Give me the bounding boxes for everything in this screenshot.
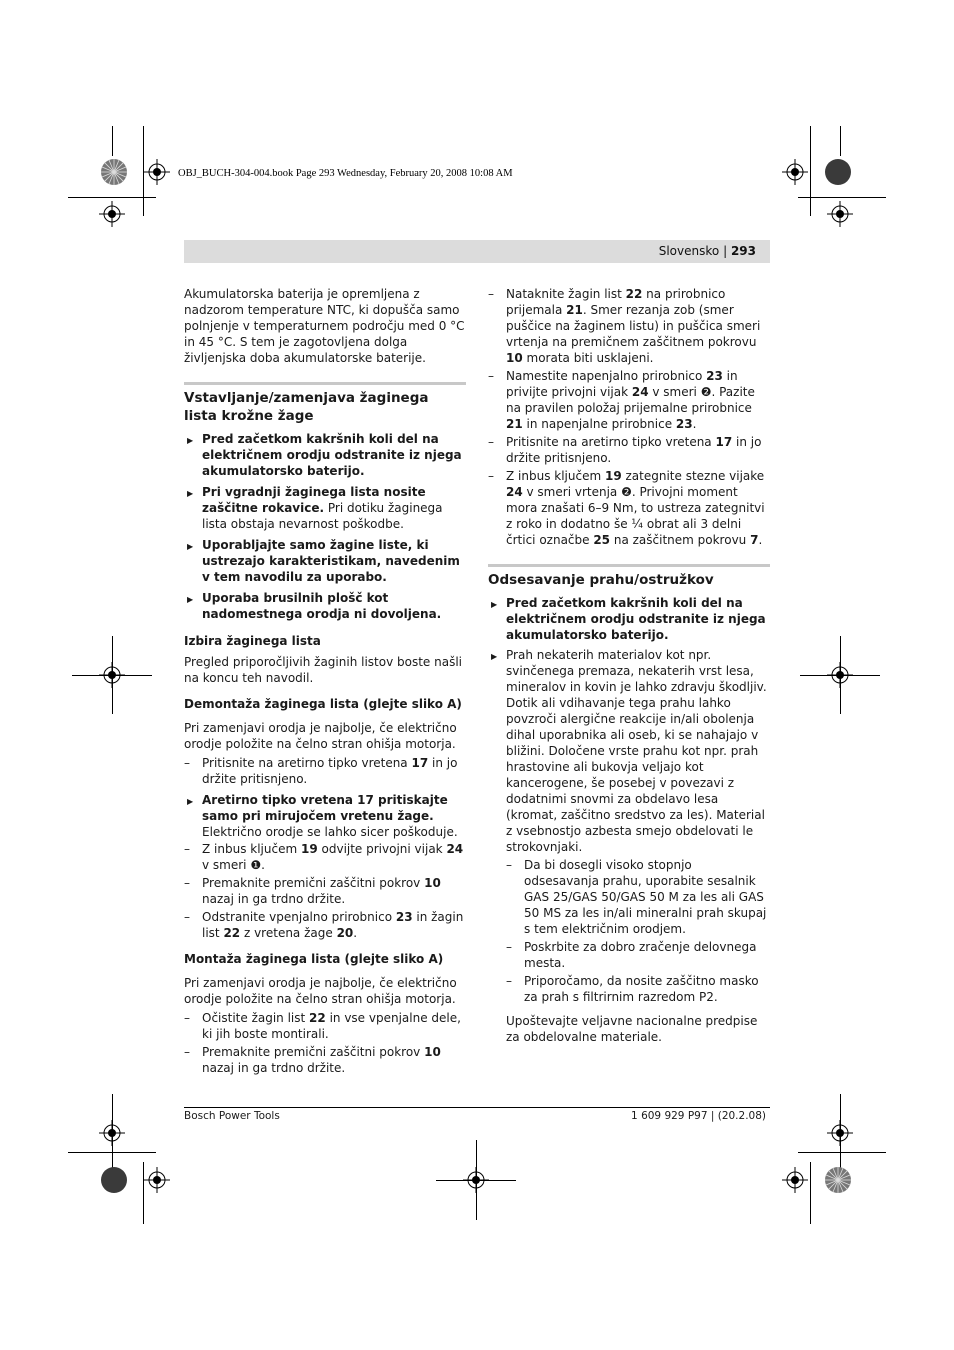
step-item: – Premaknite premični zaščitni pokrov 10 nazaj in ga trdno držite. <box>184 875 466 907</box>
warning-bullet: ▶ Prah nekaterih materialov kot npr. svinčenega premaza, nekaterih vrst lesa, mineralov in kovin je lahko zdravju škodljiv. Dotik ali vdihavanje tega prahu lahko povzroči alergične reakcije in/ali obolenja dihal uporabnika ali oseb, ki se nahajajo v bližini. Določene vrste prahu kot npr. prah hrastovine ali bukovja veljajo kot kancerogene, še posebej v povezavi z dodatnimi snovmi za obdelavo lesa (kromat, zaščitno sredstvo za les). Material z vsebnostjo azbesta smejo obdelovati le strokovnjaki. <box>488 647 770 855</box>
page-header <box>184 240 770 263</box>
warning-bullet <box>184 484 466 532</box>
registration-target-icon <box>782 159 808 185</box>
registration-target-icon <box>827 201 853 227</box>
warning-bullet: ▶ Uporaba brusilnih plošč kot nadomestnega orodja ni dovoljena. <box>184 590 466 622</box>
subheading: Demontaža žaginega lista (glejte sliko A) <box>184 697 462 711</box>
warning-bullet: ▶ Uporabljajte samo žagine liste, ki ustrezajo karakteristikam, navedenim v tem navodilu za uporabo. <box>184 537 466 585</box>
section-heading-saw-blade: Vstavljanje/zamenjava žaginega lista krožne žage <box>184 382 466 425</box>
step-item: – Premaknite premični zaščitni pokrov 10 nazaj in ga trdno držite. <box>184 1044 466 1076</box>
color-calibration-disc-icon <box>824 158 852 186</box>
step-item: – Namestite napenjalno prirobnico 23 in privijte privojni vijak 24 v smeri ❷. Pazite na pravilen položaj prijemalne prirobnice 21 in napenjalne prirobnice 23. <box>488 368 770 432</box>
left-column <box>184 286 466 1076</box>
footer-doc-number: 1 609 929 P97 | (20.2.08) <box>631 1110 766 1122</box>
crop-line <box>112 126 113 156</box>
intro-paragraph: Akumulatorska baterija je opremljena z nadzorom temperature NTC, ki dopušča samo polnjenje v temperaturnem področju med 0 °C in 45 °C. S tem je zagotovljena dolga življenjska doba akumulatorske baterije. <box>184 287 465 365</box>
subheading: Montaža žaginega lista (glejte sliko A) <box>184 952 444 966</box>
crop-line <box>798 197 886 198</box>
footer-brand: Bosch Power Tools <box>184 1110 280 1122</box>
warning-bold-text: Pri vgradnji žaginega lista nosite zaščitne rokavice. <box>202 485 426 515</box>
right-column <box>488 286 770 1045</box>
step-item: – Nataknite žagin list 22 na prirobnico prijemala 21. Smer rezanja zob (smer puščice na žaginem listu) in puščica smeri vrtenja na premičnem zaščitnem pokrovu 10 morata biti usklajeni. <box>488 286 770 366</box>
page-number: 293 <box>730 244 756 258</box>
color-calibration-disc-icon <box>100 1166 128 1194</box>
warning-bullet: ▶ Pred začetkom kakršnih koli del na električnem orodju odstranite iz njega akumulatorsko baterijo. <box>488 595 770 643</box>
warning-text: Električno orodje se lahko sicer poškoduje. <box>202 825 458 839</box>
section-heading-dust-extraction: Odsesavanje prahu/ostružkov <box>488 564 770 589</box>
warning-text: Pri dotiku žaginega lista obstaja nevarnost poškodbe. <box>202 501 443 531</box>
crop-line <box>112 1094 113 1172</box>
sub-step-item: – Poskrbite za dobro zračenje delovnega mesta. <box>488 939 770 971</box>
crop-line <box>810 1162 811 1224</box>
paragraph: Pri zamenjavi orodja je najbolje, če električno orodje položite na čelno stran ohišja motorja. <box>184 721 457 751</box>
crop-line <box>68 197 156 198</box>
footer-rule <box>184 1107 770 1108</box>
step-item: – Odstranite vpenjalno prirobnico 23 in žagin list 22 z vretena žage 20. <box>184 909 466 941</box>
registration-target-icon <box>144 159 170 185</box>
warning-bullet: ▶ Pred začetkom kakršnih koli del na električnem orodju odstranite iz njega akumulatorsko baterijo. <box>184 431 466 479</box>
header-separator: | <box>723 244 728 258</box>
subheading: Izbira žaginega lista <box>184 634 321 648</box>
crop-line <box>798 1152 886 1153</box>
crop-line <box>800 675 880 676</box>
step-item: – Z inbus ključem 19 odvijte privojni vijak 24 v smeri ❶. <box>184 841 466 873</box>
warning-bold-text: Aretirno tipko vretena 17 pritiskajte samo pri mirujočem vretenu žage. <box>202 793 448 823</box>
warning-bullet <box>184 792 466 840</box>
crop-line <box>72 675 152 676</box>
step-item: – Očistite žagin list 22 in vse vpenjalne dele, ki jih boste montirali. <box>184 1010 466 1042</box>
paragraph: Pregled priporočljivih žaginih listov boste našli na koncu teh navodil. <box>184 655 462 685</box>
registration-target-icon <box>782 1167 808 1193</box>
sub-step-item: – Da bi dosegli visoko stopnjo odsesavanja prahu, uporabite sesalnik GAS 25/GAS 50/GAS 50 M za les ali GAS 50 MS za les in/ali mineralni prah skupaj s tem električnim orodjem. <box>488 857 770 937</box>
color-calibration-disc-icon <box>824 1166 852 1194</box>
sub-step-item: – Priporočamo, da nosite zaščitno masko za prah s filtrirnim razredom P2. <box>488 973 770 1005</box>
registration-target-icon <box>99 201 125 227</box>
header-language: Slovensko <box>658 244 720 258</box>
paragraph: Pri zamenjavi orodja je najbolje, če električno orodje položite na čelno stran ohišja motorja. <box>184 976 457 1006</box>
registration-target-icon <box>144 1167 170 1193</box>
step-item: – Pritisnite na aretirno tipko vretena 17 in jo držite pritisnjeno. <box>488 434 770 466</box>
print-info-line: OBJ_BUCH-304-004.book Page 293 Wednesday, February 20, 2008 10:08 AM <box>178 168 513 179</box>
header-text <box>659 244 756 258</box>
crop-line <box>810 126 811 216</box>
step-item: – Z inbus ključem 19 zategnite stezne vijake 24 v smeri vrtenja ❷. Privojni moment mora znašati 6–9 Nm, to ustreza zategnitvi z roko in dodatno še ¼ obrat ali 3 delni črtici označbe 25 na zaščitnem pokrovu 7. <box>488 468 770 548</box>
step-item: – Pritisnite na aretirno tipko vretena 17 in jo držite pritisnjeno. <box>184 755 466 787</box>
closing-paragraph: Upoštevajte veljavne nacionalne predpise za obdelovalne materiale. <box>506 1014 758 1044</box>
crop-line <box>840 1094 841 1172</box>
crop-line <box>436 1180 516 1181</box>
crop-line <box>840 126 841 156</box>
color-calibration-disc-icon <box>100 158 128 186</box>
